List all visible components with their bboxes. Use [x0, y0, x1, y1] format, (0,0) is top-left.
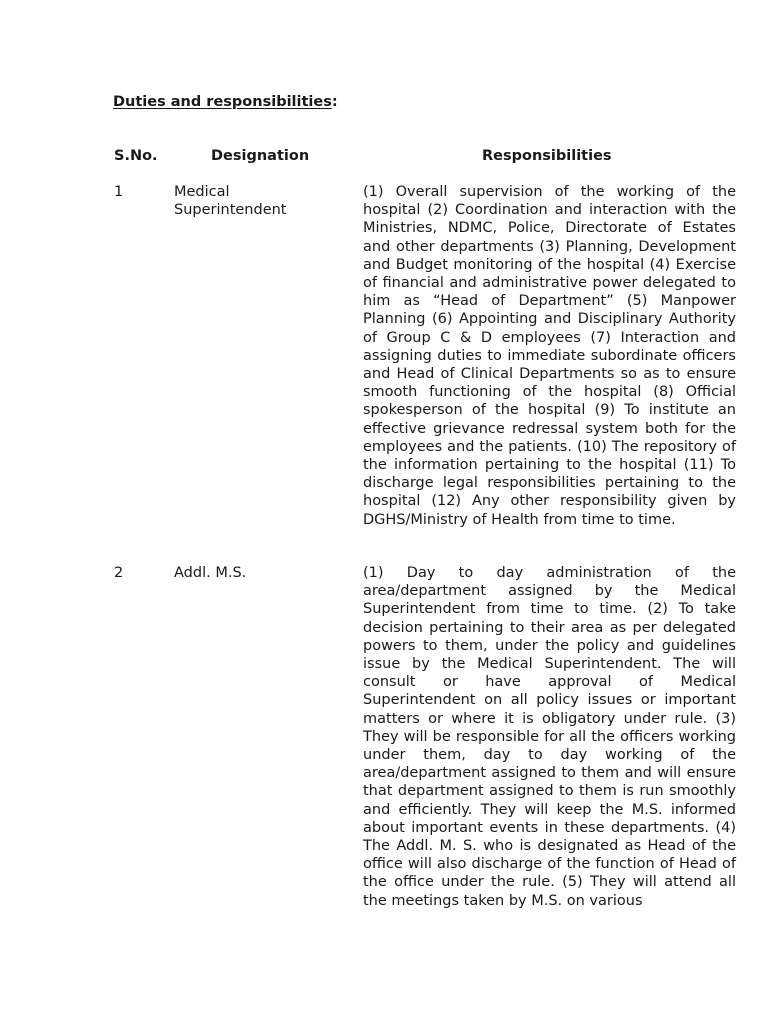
- column-header-designation: Designation: [211, 148, 310, 164]
- row-designation: Addl. M.S.: [174, 565, 247, 581]
- column-header-sno: S.No.: [114, 148, 158, 164]
- row-designation: Medical Superintendent: [174, 184, 287, 219]
- section-heading-text: Duties and responsibilities: [113, 94, 332, 110]
- section-heading-colon: :: [331, 94, 338, 110]
- row-responsibilities: (1) Overall supervision of the working of the hospital (2) Coordination and interaction with the Ministries, NDMC, Police, Directorate of Estates and other departments (3) Planning, Development and Budget monitoring of the hospital (4) Exercise of financial and administrative power delegated to him as “Head of Department” (5) Manpower Planning (6) Appointing and Disciplinary Authority of Group C & D employees (7) Interaction and assigning duties to immediate subordinate officers and Head of Clinical Departments so as to ensure smooth functioning of the hospital (8) Official spokesperson of the hospital (9) To institute an effective grievance redressal system both for the employees and the patients. (10) The repository of the information pertaining to the hospital (11) To discharge legal responsibilities pertaining to the hospital (12) Any other responsibility given by DGHS/Ministry of Health from time to time.: [363, 184, 736, 528]
- row-responsibilities: (1) Day to day administration of the area/department assigned by the Medical Superintendent from time to time. (2) To take decision pertaining to their area as per delegated powers to them, under the policy and guidelines issue by the Medical Superintendent. The will consult or have approval of Medical Superintendent on all policy issues or important matters or where it is obligatory under rule. (3) They will be responsible for all the officers working under them, day to day working of the area/department assigned to them and will ensure that department assigned to them is run smoothly and efficiently. They will keep the M.S. informed about important events in these departments. (4) The Addl. M. S. who is designated as Head of the office will also discharge of the function of Head of the office under the rule. (5) They will attend all the meetings taken by M.S. on various: [363, 565, 736, 909]
- section-heading: [113, 92, 338, 112]
- row-sno: 1: [114, 184, 124, 200]
- row-sno: 2: [114, 565, 124, 581]
- column-header-responsibilities: Responsibilities: [482, 148, 612, 164]
